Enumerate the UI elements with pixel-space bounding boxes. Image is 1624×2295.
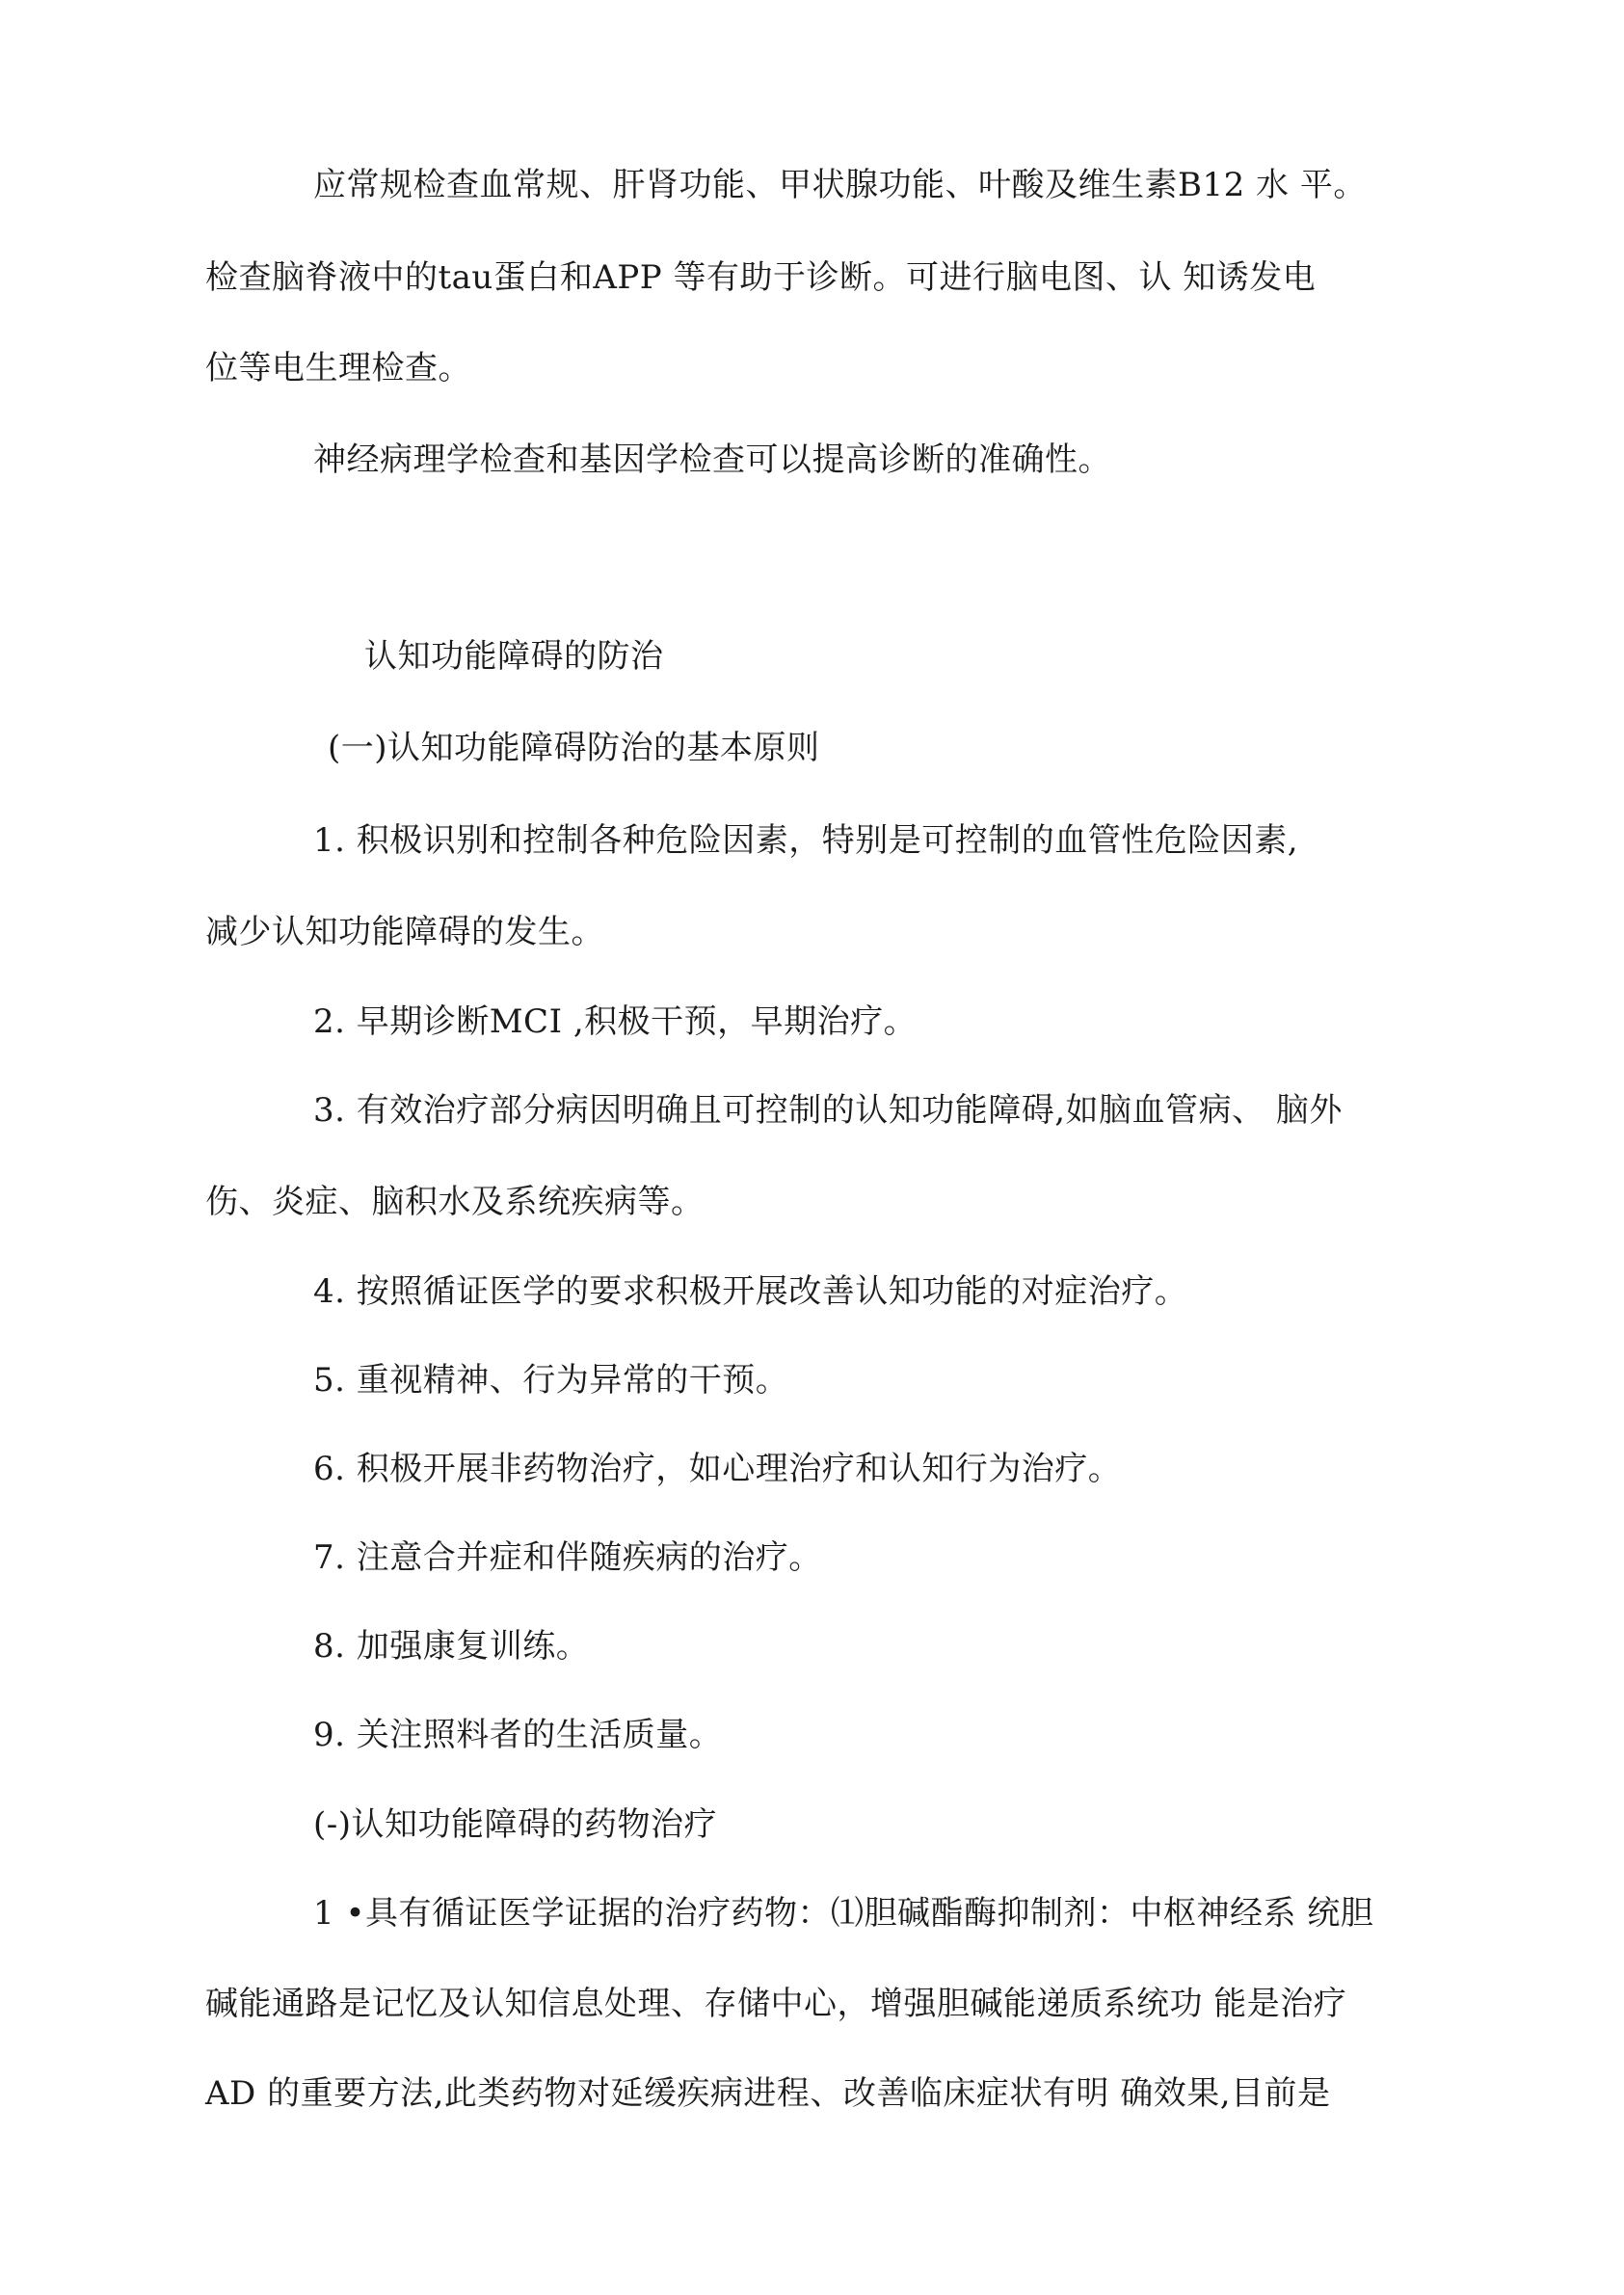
paragraph-pathology: 神经病理学检查和基因学检查可以提高诊断的准确性。 — [313, 440, 1111, 479]
paragraph-drugs-line-1: 1 •具有循证医学证据的治疗药物：⑴胆碱酯酶抑制剂：中枢神经系 统胆 — [313, 1894, 1374, 1933]
paragraph-drugs-line-2: 碱能通路是记忆及认知信息处理、存储中心，增强胆碱能递质系统功 能是治疗 — [205, 1985, 1347, 2023]
list-item-1-line-1: 1. 积极识别和控制各种危险因素，特别是可控制的血管性危险因素, — [313, 821, 1299, 860]
section-heading: 认知功能障碍的防治 — [364, 637, 664, 676]
paragraph-exam-line-1: 应常规检查血常规、肝肾功能、甲状腺功能、叶酸及维生素B12 水 平。 — [313, 166, 1367, 204]
list-item-8: 8. 加强康复训练。 — [313, 1627, 590, 1666]
paragraph-exam-line-2: 检查脑脊液中的tau蛋白和APP 等有助于诊断。可进行脑电图、认 知诱发电 — [205, 258, 1317, 297]
list-item-9: 9. 关注照料者的生活质量。 — [313, 1716, 723, 1754]
list-item-7: 7. 注意合并症和伴随疾病的治疗。 — [313, 1538, 822, 1577]
paragraph-drugs-line-3: AD 的重要方法,此类药物对延缓疾病进程、改善临床症状有明 确效果,目前是 — [205, 2074, 1331, 2113]
list-item-1-line-2: 减少认知功能障碍的发生。 — [205, 913, 604, 951]
list-item-3-line-1: 3. 有效治疗部分病因明确且可控制的认知功能障碍,如脑血管病、 脑外 — [313, 1091, 1343, 1130]
list-item-6: 6. 积极开展非药物治疗，如心理治疗和认知行为治疗。 — [313, 1450, 1122, 1488]
list-item-2: 2. 早期诊断MCI ,积极干预，早期治疗。 — [313, 1002, 918, 1041]
list-item-3-line-2: 伤、炎症、脑积水及系统疾病等。 — [205, 1183, 705, 1221]
list-item-4: 4. 按照循证医学的要求积极开展改善认知功能的对症治疗。 — [313, 1272, 1188, 1311]
paragraph-exam-line-3: 位等电生理检查。 — [205, 349, 471, 387]
subsection-heading-drug-therapy: (-)认知功能障碍的药物治疗 — [313, 1805, 718, 1844]
subsection-heading-principles: (一)认知功能障碍防治的基本原则 — [328, 729, 820, 767]
list-item-5: 5. 重视精神、行为异常的干预。 — [313, 1361, 789, 1400]
